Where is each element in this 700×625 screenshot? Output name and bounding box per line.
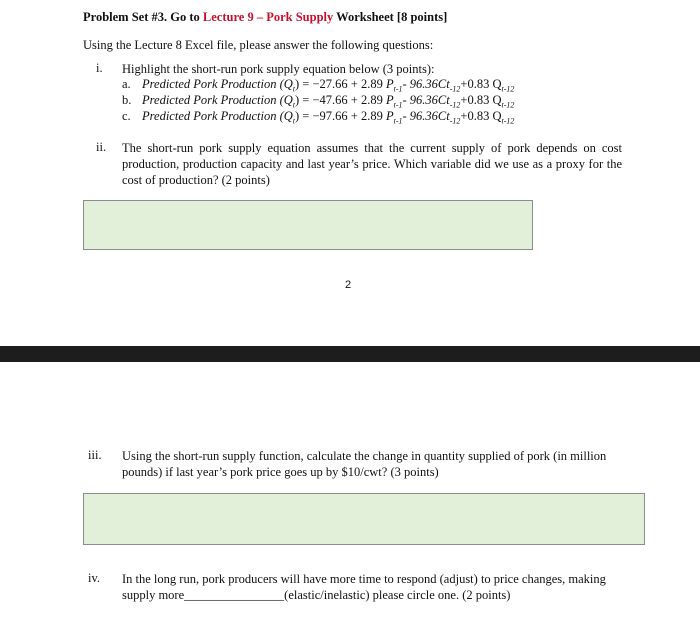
page-divider <box>0 346 700 362</box>
question-3-number: iii. <box>88 448 102 462</box>
question-4-line-2: supply more________________(elastic/inelastic) please circle one. (2 points) <box>122 588 511 602</box>
equation-option-c[interactable]: c. Predicted Pork Production $(Q_t) = -97.66 + 2.89$ $P_{t-1}-$ $96.36Ct_{-12}+0.83$ $Q_{t-12}$ <box>122 109 515 126</box>
lecture-link[interactable]: Lecture 9 – Pork Supply <box>202 10 334 24</box>
question-3-text: Using the short-run supply function, calculate the change in quantity supplied of pork (in million pounds) if last year’s pork price goes up by $10/cwt? (3 points) <box>122 449 607 479</box>
page-number: 2 <box>345 279 352 291</box>
equation-option-b[interactable]: b. Predicted Pork Production $(Q_t) = -47.66 + 2.89$ $P_{t-1}-$ $96.36Ct_{-12}+0.83$ $Q_{t-12}$ <box>122 93 515 110</box>
problem-set-title <box>83 10 447 25</box>
instructions-text: Using the Lecture 8 Excel file, please answer the following questions: <box>83 38 434 52</box>
title-suffix: Worksheet [8 points] <box>333 10 448 24</box>
equation-option-a[interactable]: a. Predicted Pork Production $(Q_t) = -27.66 + 2.89$ $P_{t-1}-$ $96.36Ct_{-12}+0.83$ $Q_{t-12}$ <box>122 77 515 94</box>
answer-box-question-2[interactable] <box>83 200 533 250</box>
title-prefix: Problem Set #3. Go to <box>83 10 203 24</box>
question-2-number: ii. <box>96 140 107 154</box>
option-letter: b. <box>122 93 132 107</box>
question-1-number: i. <box>96 61 103 75</box>
answer-box-question-3[interactable] <box>83 493 645 545</box>
fill-in-blank[interactable]: ________________ <box>184 588 285 602</box>
question-2-text: The short-run pork supply equation assumes that the current supply of pork depends on cost production, production capacity and last year’s price. Which variable did we use as a proxy for the cost of production? (2 points) <box>122 141 622 187</box>
question-4-line-1: In the long run, pork producers will have more time to respond (adjust) to price changes, making <box>122 572 606 586</box>
option-letter: c. <box>122 109 131 123</box>
option-letter: a. <box>122 77 131 91</box>
question-4-number: iv. <box>88 571 101 585</box>
question-1-text: Highlight the short-run pork supply equation below (3 points): <box>122 62 435 76</box>
question-4-text <box>122 571 606 603</box>
